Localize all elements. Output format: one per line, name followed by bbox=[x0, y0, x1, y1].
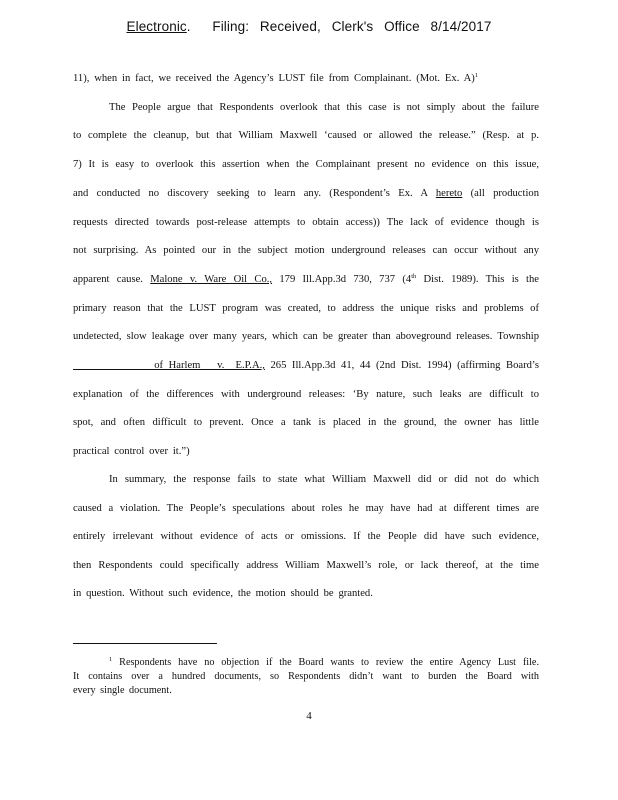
body-line: practical control over it.”) bbox=[73, 446, 190, 457]
footnote-divider bbox=[73, 643, 217, 644]
page-number: 4 bbox=[306, 710, 312, 722]
body-line: not surprising. As pointed our in the subject motion underground releases can occur without any bbox=[73, 245, 539, 256]
body-line: of Harlem v. E.P.A., 265 Ill.App.3d 41, 44 (2nd Dist. 1994) (affirming Board’s bbox=[73, 360, 539, 371]
case-citation: of Harlem v. E.P.A., bbox=[73, 360, 265, 371]
footnote-line: every single document. bbox=[73, 685, 172, 696]
body-line: requests directed towards post-release attempts to obtain access)) The lack of evidence though is bbox=[73, 217, 539, 228]
footnote-ref: 1 bbox=[474, 72, 479, 79]
hereto-underline: hereto bbox=[435, 188, 463, 199]
footnote-line: $^1$ Respondents have no objection if the Board wants to review the entire Agency Lust file. bbox=[109, 656, 539, 668]
case-citation: Malone v. Ware Oil Co., bbox=[150, 274, 273, 285]
body-line: then Respondents could specifically address William Maxwell’s role, or lack thereof, at the time bbox=[73, 560, 539, 571]
body-line: in question. Without such evidence, the motion should be granted. bbox=[73, 588, 373, 599]
filing-header: Electronic. Filing: Received, Clerk's Office 8/14/2017 bbox=[126, 19, 492, 34]
body-line: to complete the cleanup, but that William Maxwell ‘caused or allowed the release.” (Resp. at p. bbox=[73, 130, 539, 141]
body-line: In summary, the response fails to state what William Maxwell did or did not do which bbox=[109, 474, 539, 485]
body-line: and conducted no discovery seeking to learn any. (Respondent’s Ex. A hereto (all production bbox=[73, 188, 539, 199]
body-line: apparent cause. Malone v. Ware Oil Co., 179 Ill.App.3d 730, 737 (4th Dist. 1989). This is the bbox=[73, 273, 539, 285]
body-line: explanation of the differences with underground releases: ‘By nature, such leaks are difficult to bbox=[73, 389, 539, 400]
body-line: spot, and often difficult to prevent. Once a tank is placed in the ground, the owner has little bbox=[73, 417, 539, 428]
body-line: primary reason that the LUST program was created, to address the unique risks and problems of bbox=[73, 303, 539, 314]
body-line: caused a violation. The People’s speculations about roles he may have had at different times are bbox=[73, 503, 539, 514]
body-line: 11), when in fact, we received the Agency’s LUST file from Complainant. (Mot. Ex. A)$^1$ bbox=[73, 72, 479, 84]
filing-type: Electronic bbox=[126, 19, 187, 34]
filing-stamp: Filing: Received, Clerk's Office 8/14/2017 bbox=[212, 19, 492, 34]
footnote-line: It contains over a hundred documents, so Respondents didn’t want to burden the Board with bbox=[73, 671, 539, 682]
footnote-number: 1 bbox=[109, 656, 113, 663]
body-line: 7) It is easy to overlook this assertion when the Complainant present no evidence on this issue, bbox=[73, 159, 539, 170]
body-line: entirely irrelevant without evidence of acts or omissions. If the People did have such evidence, bbox=[73, 531, 539, 542]
body-line: The People argue that Respondents overlook that this case is not simply about the failure bbox=[109, 102, 539, 113]
body-line: undetected, slow leakage over many years, which can be greater than aboveground releases. Township bbox=[73, 331, 539, 342]
